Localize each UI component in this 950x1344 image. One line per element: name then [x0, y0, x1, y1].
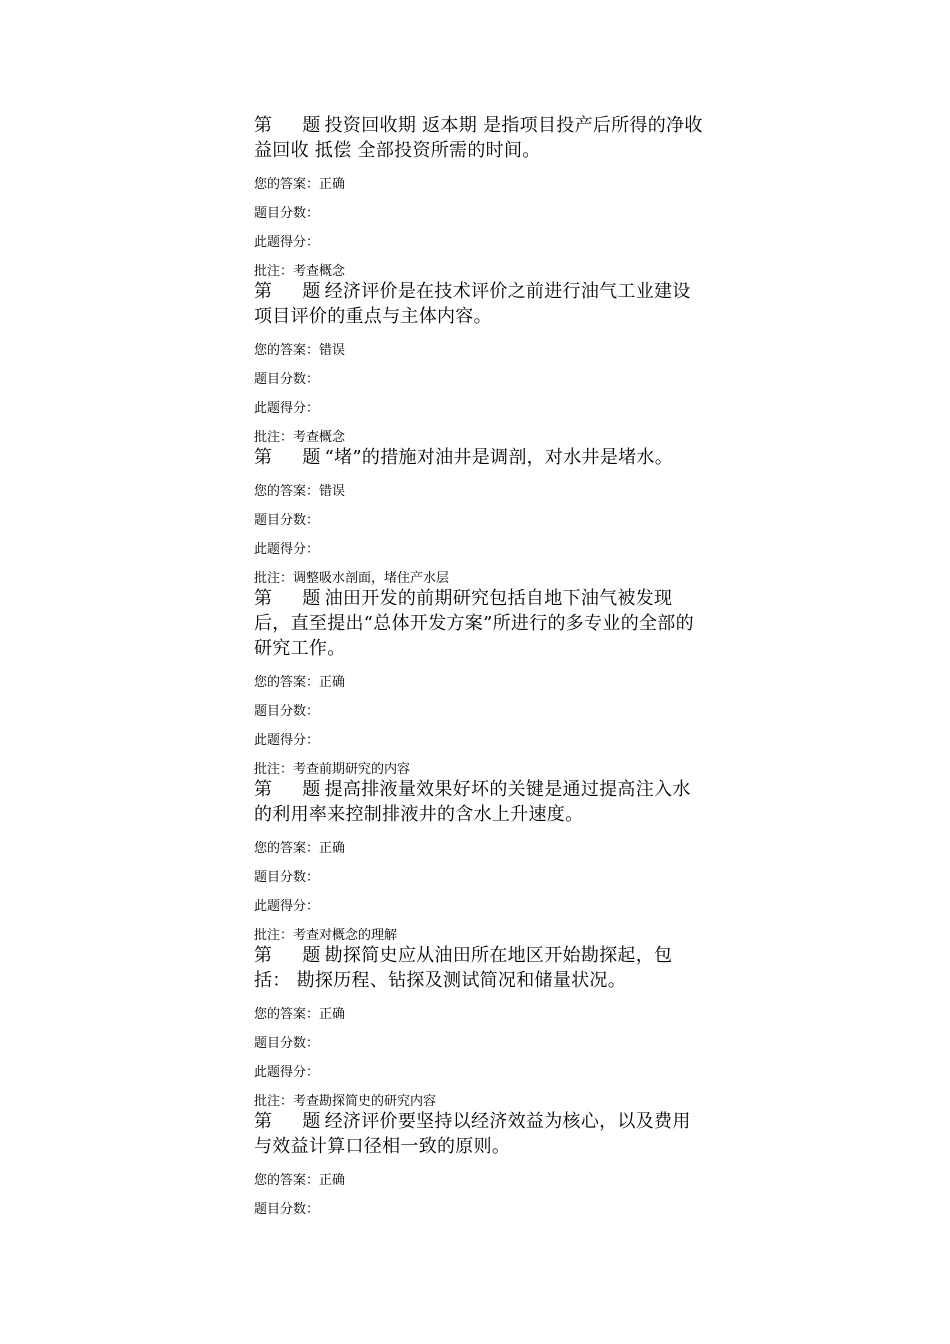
- your-answer-value: 错误: [319, 343, 346, 358]
- question-block: [254, 445, 704, 586]
- question-score-line: 题目分数：: [254, 372, 320, 387]
- your-answer-line: 您的答案：正确: [254, 1173, 346, 1188]
- your-answer-value: 正确: [319, 675, 346, 690]
- annotation-line: 批注：考查对概念的理解: [254, 928, 398, 943]
- annotation-value: 调整吸水剖面，堵住产水层: [293, 571, 450, 586]
- question-score-line: 题目分数：: [254, 1036, 320, 1051]
- question-statement: 经济评价是在技术评价之前进行油气工业建设项目评价的重点与主体内容。: [254, 281, 691, 327]
- your-answer-value: 正确: [319, 177, 346, 192]
- your-answer-value: 错误: [319, 484, 346, 499]
- annotation-line: 批注：考查概念: [254, 264, 346, 279]
- your-answer-value: 正确: [319, 841, 346, 856]
- question-score-line: 题目分数：: [254, 206, 320, 221]
- annotation-line: 批注：考查概念: [254, 430, 346, 445]
- annotation-line: 批注：考查前期研究的内容: [254, 762, 411, 777]
- question-number: 第 题: [254, 1111, 321, 1132]
- annotation-value: 考查前期研究的内容: [293, 762, 411, 777]
- annotation-value: 考查概念: [293, 264, 346, 279]
- your-answer-line: 您的答案：错误: [254, 343, 346, 358]
- obtained-score-line: 此题得分：: [254, 733, 320, 748]
- your-answer-line: 您的答案：错误: [254, 484, 346, 499]
- question-number: 第 题: [254, 447, 321, 468]
- question-text: [254, 777, 704, 827]
- obtained-score-line: 此题得分：: [254, 1065, 320, 1080]
- annotation-value: 考查概念: [293, 430, 346, 445]
- question-block: [254, 1109, 704, 1217]
- question-score-line: 题目分数：: [254, 704, 320, 719]
- annotation-value: 考查勘探简史的研究内容: [293, 1094, 437, 1109]
- question-number: 第 题: [254, 281, 321, 302]
- question-block: [254, 943, 704, 1109]
- question-block: [254, 777, 704, 943]
- annotation-line: 批注：考查勘探简史的研究内容: [254, 1094, 437, 1109]
- question-statement: 勘探简史应从油田所在地区开始勘探起，包括： 勘探历程、钻探及测试简况和储量状况。: [254, 945, 673, 991]
- question-block: [254, 113, 704, 279]
- question-statement: 投资回收期 返本期 是指项目投产后所得的净收益回收 抵偿 全部投资所需的时间。: [254, 115, 703, 161]
- your-answer-line: 您的答案：正确: [254, 177, 346, 192]
- your-answer-value: 正确: [319, 1173, 346, 1188]
- question-text: [254, 586, 704, 661]
- question-statement: 经济评价要坚持以经济效益为核心，以及费用与效益计算口径相一致的原则。: [254, 1111, 691, 1157]
- question-number: 第 题: [254, 779, 321, 800]
- annotation-line: 批注：调整吸水剖面，堵住产水层: [254, 571, 450, 586]
- question-number: 第 题: [254, 588, 321, 609]
- question-text: [254, 1109, 704, 1159]
- question-text: [254, 279, 704, 329]
- your-answer-line: 您的答案：正确: [254, 675, 346, 690]
- obtained-score-line: 此题得分：: [254, 235, 320, 250]
- obtained-score-line: 此题得分：: [254, 401, 320, 416]
- annotation-value: 考查对概念的理解: [293, 928, 398, 943]
- question-text: [254, 943, 704, 993]
- question-block: [254, 586, 704, 777]
- question-block: [254, 279, 704, 445]
- obtained-score-line: 此题得分：: [254, 899, 320, 914]
- question-score-line: 题目分数：: [254, 1202, 320, 1217]
- question-text: [254, 113, 704, 163]
- document-page: [254, 113, 704, 1231]
- question-score-line: 题目分数：: [254, 513, 320, 528]
- question-statement: “堵”的措施对油井是调剖，对水井是堵水。: [324, 447, 674, 468]
- question-text: [254, 445, 704, 470]
- your-answer-line: 您的答案：正确: [254, 1007, 346, 1022]
- question-statement: 油田开发的前期研究包括自地下油气被发现后，直至提出“总体开发方案”所进行的多专业的全部的研究工作。: [254, 588, 694, 659]
- obtained-score-line: 此题得分：: [254, 542, 320, 557]
- your-answer-value: 正确: [319, 1007, 346, 1022]
- your-answer-line: 您的答案：正确: [254, 841, 346, 856]
- question-number: 第 题: [254, 945, 321, 966]
- question-score-line: 题目分数：: [254, 870, 320, 885]
- question-statement: 提高排液量效果好坏的关键是通过提高注入水的利用率来控制排液井的含水上升速度。: [254, 779, 691, 825]
- question-number: 第 题: [254, 115, 321, 136]
